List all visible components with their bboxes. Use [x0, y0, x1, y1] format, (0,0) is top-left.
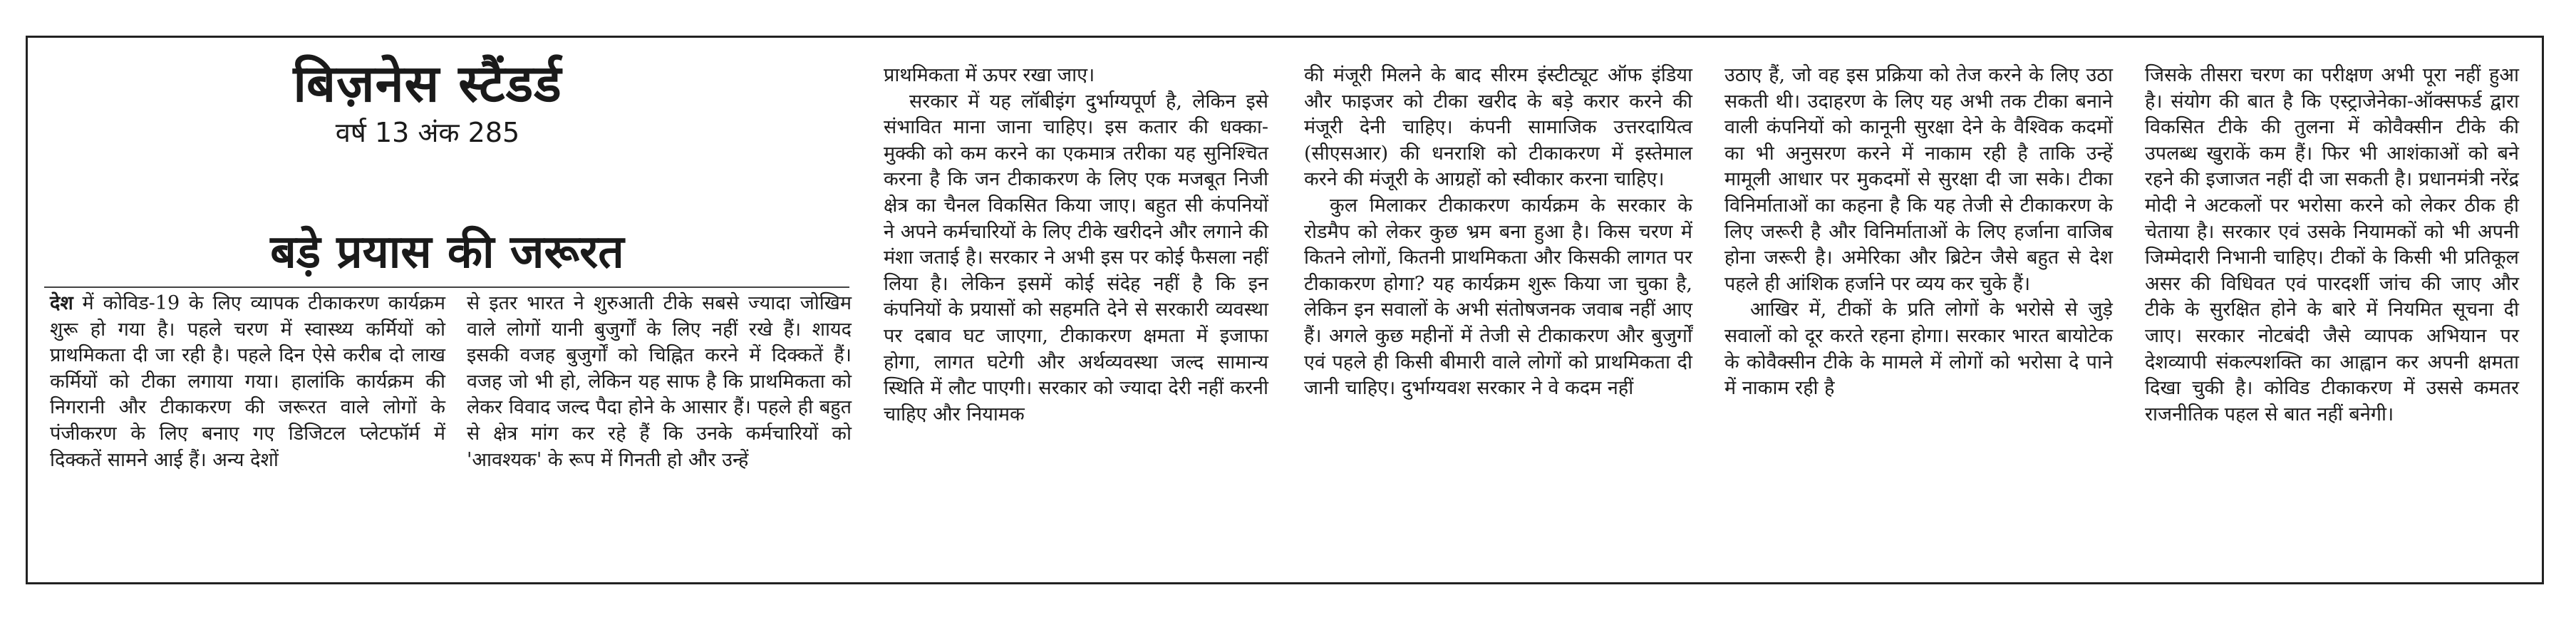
article-paragraph: प्राथमिकता में ऊपर रखा जाए। — [884, 64, 1095, 86]
masthead-title: बिज़नेस स्टैंडर्ड — [293, 53, 562, 113]
article-paragraph — [884, 89, 1268, 428]
article-column-1 — [50, 291, 445, 473]
masthead — [214, 53, 641, 150]
title-divider — [44, 286, 849, 288]
article-paragraph — [50, 291, 445, 473]
article-paragraph: जिसके तीसरा चरण का परीक्षण अभी पूरा नहीं हुआ है। संयोग की बात है कि एस्ट्राजेनेका-ऑक्सफर्ड द्वारा विकसित टीके की तुलना में कोवैक्सीन टीके की उपलब्ध खुराकें कम हैं। फिर भी आशंकाओं को बने रहने की इजाजत नहीं दी जा सकती है। प्रधानमंत्री नरेंद्र मोदी ने अटकलों पर भरोसा करने को लेकर ठीक ही चेताया है। सरकार एवं उसके नियामकों को भी अपनी जिम्मेदारी निभानी चाहिए। टीकों के किसी भी प्रतिकूल असर की विधिवत एवं पारदर्शी जांच की जाए और टीके के सुरक्षित होने के बारे में नियमित सूचना दी जाए। सरकार नोटबंदी जैसे व्यापक अभियान पर देशव्यापी संकल्पशक्ति का आह्वान कर अपनी क्षमता दिखा चुकी है। कोविड टीकाकरण में उससे कमतर राजनीतिक पहल से बात नहीं बनेगी। — [2145, 64, 2519, 425]
masthead-edition: वर्ष 13 अंक 285 — [335, 117, 520, 148]
article-paragraph: से इतर भारत ने शुरुआती टीके सबसे ज्यादा जोखिम वाले लोगों यानी बुजुर्गों के लिए नहीं रखे हैं। शायद इसकी वजह बुजुर्गों को चिह्नित करने में दिक्कतें हैं। वजह जो भी हो, लेकिन यह साफ है कि प्राथमिकता को लेकर विवाद जल्द पैदा होने के आसार हैं। पहले ही बहुत से क्षेत्र मांग कर रहे हैं कि उनके कर्मचारियों को 'आवश्यक' के रूप में गिनती हो और उन्हें — [467, 292, 852, 471]
article-paragraph — [1724, 297, 2113, 401]
article-column-4 — [1304, 63, 1692, 402]
article-paragraph — [1304, 193, 1692, 402]
editorial-title: बड़े प्रयास की जरूरत — [270, 226, 624, 279]
article-column-5 — [1724, 63, 2113, 402]
article-column-6 — [2145, 63, 2519, 428]
paragraph-text: आखिर में, टीकों के प्रति लोगों के भरोसे से जुड़े सवालों को दूर करते रहना होगा। सरकार भारत बायोटेक के कोवैक्सीन टीके के मामले में लोगों को भरोसा दे पाने में नाकाम रही है — [1724, 299, 2113, 400]
paragraph-text: कुल मिलाकर टीकाकरण कार्यक्रम के सरकार के रोडमैप को लेकर कुछ भ्रम बना हुआ है। किस चरण में कितने लोगों, कितनी प्राथमिकता और किसकी लागत पर टीकाकरण होगा? यह कार्यक्रम शुरू किया जा चुका है, लेकिन इन सवालों के अभी संतोषजनक जवाब नहीं आए हैं। अगले कुछ महीनों में तेजी से टीकाकरण और बुजुर्गों एवं पहले ही किसी बीमारी वाले लोगों को प्राथमिकता दी जानी चाहिए। दुर्भाग्यवश सरकार ने वे कदम नहीं — [1304, 194, 1692, 400]
article-paragraph: उठाए हैं, जो वह इस प्रक्रिया को तेज करने के लिए उठा सकती थी। उदाहरण के लिए यह अभी तक टीका बनाने वाली कंपनियों को कानूनी सुरक्षा देने के वैश्विक कदमों का भी अनुसरण करने में नाकाम रही है ताकि उन्हें मामूली आधार पर मुकदमों से सुरक्षा दी जा सके। टीका विनिर्माताओं का कहना है कि यह तेजी से टीकाकरण के लिए जरूरी है और विनिर्माताओं के लिए हर्जाना वाजिब होना जरूरी है। अमेरिका और ब्रिटेन जैसे बहुत से देश पहले ही आंशिक हर्जाने पर व्यय कर चुके हैं। — [1724, 64, 2113, 295]
paragraph-text: सरकार में यह लॉबीइंग दुर्भाग्यपूर्ण है, लेकिन इसे संभावित माना जाना चाहिए। इस कतार की धक्का-मुक्की को कम करने का एकमात्र तरीका यह सुनिश्चित करना है कि जन टीकाकरण के लिए एक मजबूत निजी क्षेत्र का चैनल विकसित किया जाए। बहुत सी कंपनियों ने अपने कर्मचारियों के लिए टीके खरीदने और लगाने की मंशा जताई है। सरकार ने अभी इस पर कोई फैसला नहीं लिया है। लेकिन इसमें कोई संदेह नहीं है कि इन कंपनियों के प्रयासों को सहमति देने से सरकारी व्यवस्था पर दबाव घट जाएगा, टीकाकरण क्षमता में इजाफा होगा, लागत घटेगी और अर्थव्यवस्था जल्द सामान्य स्थिति में लौट पाएगी। सरकार को ज्यादा देरी नहीं करनी चाहिए और नियामक — [884, 90, 1268, 425]
column-text: में कोविड-19 के लिए व्यापक टीकाकरण कार्यक्रम शुरू हो गया है। पहले चरण में स्वास्थ्य कर्मियों को प्राथमिकता दी जा रही है। पहले दिन ऐसे करीब दो लाख कर्मियों को टीका लगाया गया। हालांकि कार्यक्रम की निगरानी और टीकाकरण की जरूरत वाले लोगों के पंजीकरण के लिए बनाए गए डिजिटल प्लेटफॉर्म में दिक्कतें सामने आई हैं। अन्य देशों — [50, 292, 445, 471]
lead-word: देश — [50, 292, 73, 314]
article-paragraph: की मंजूरी मिलने के बाद सीरम इंस्टीट्यूट ऑफ इंडिया और फाइजर को टीका खरीद के बड़े करार करने की मंजूरी देनी चाहिए। कंपनी सामाजिक उत्तरदायित्व (सीएसआर) की धनराशि को टीकाकरण में इस्तेमाल करने की मंजूरी के आग्रहों को स्वीकार करना चाहिए। — [1304, 64, 1692, 191]
article-column-3 — [884, 63, 1268, 428]
article-column-2 — [467, 291, 852, 473]
